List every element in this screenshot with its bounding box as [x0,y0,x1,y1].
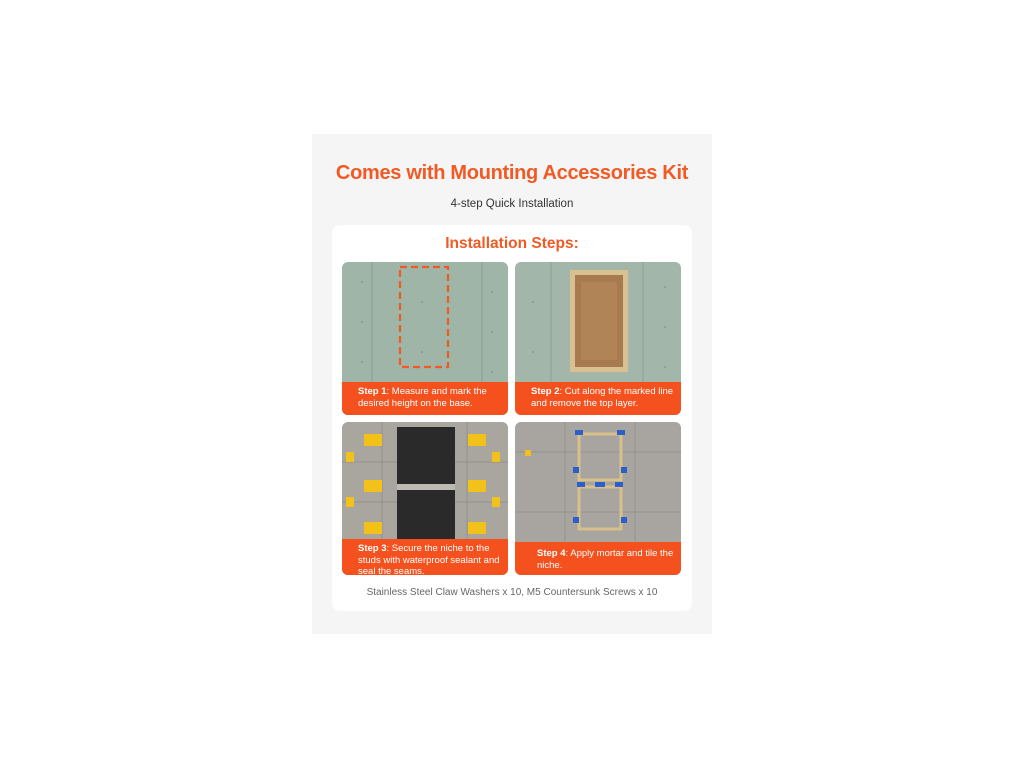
step-4-card [515,422,681,575]
page-subtitle: 4-step Quick Installation [450,198,574,210]
step-2-label: Step 2 [531,386,560,397]
step-2-card [515,262,681,415]
step-1-card [342,262,508,415]
step-4-caption [515,542,681,575]
step-1-text: : Measure and mark the desired height on the base. [358,386,487,409]
page-title: Comes with Mounting Accessories Kit [335,162,689,184]
product-info-panel [312,134,712,634]
step-3-caption [342,539,508,575]
step-3-card [342,422,508,575]
accessories-note: Stainless Steel Claw Washers x 10, M5 Countersunk Screws x 10 [366,587,658,598]
step-2-caption [515,382,681,415]
step-1-label: Step 1 [358,386,387,397]
step-4-text: : Apply mortar and tile the niche. [537,548,674,571]
card-title: Installation Steps: [445,235,579,252]
step-1-caption [342,382,508,415]
step-3-text: : Secure the niche to the studs with waterproof sealant and seal the seams. [358,543,500,575]
step-4-label: Step 4 [537,548,566,559]
step-2-text: : Cut along the marked line and remove the top layer. [531,386,674,409]
step-3-label: Step 3 [358,543,387,554]
installation-card [332,225,692,611]
